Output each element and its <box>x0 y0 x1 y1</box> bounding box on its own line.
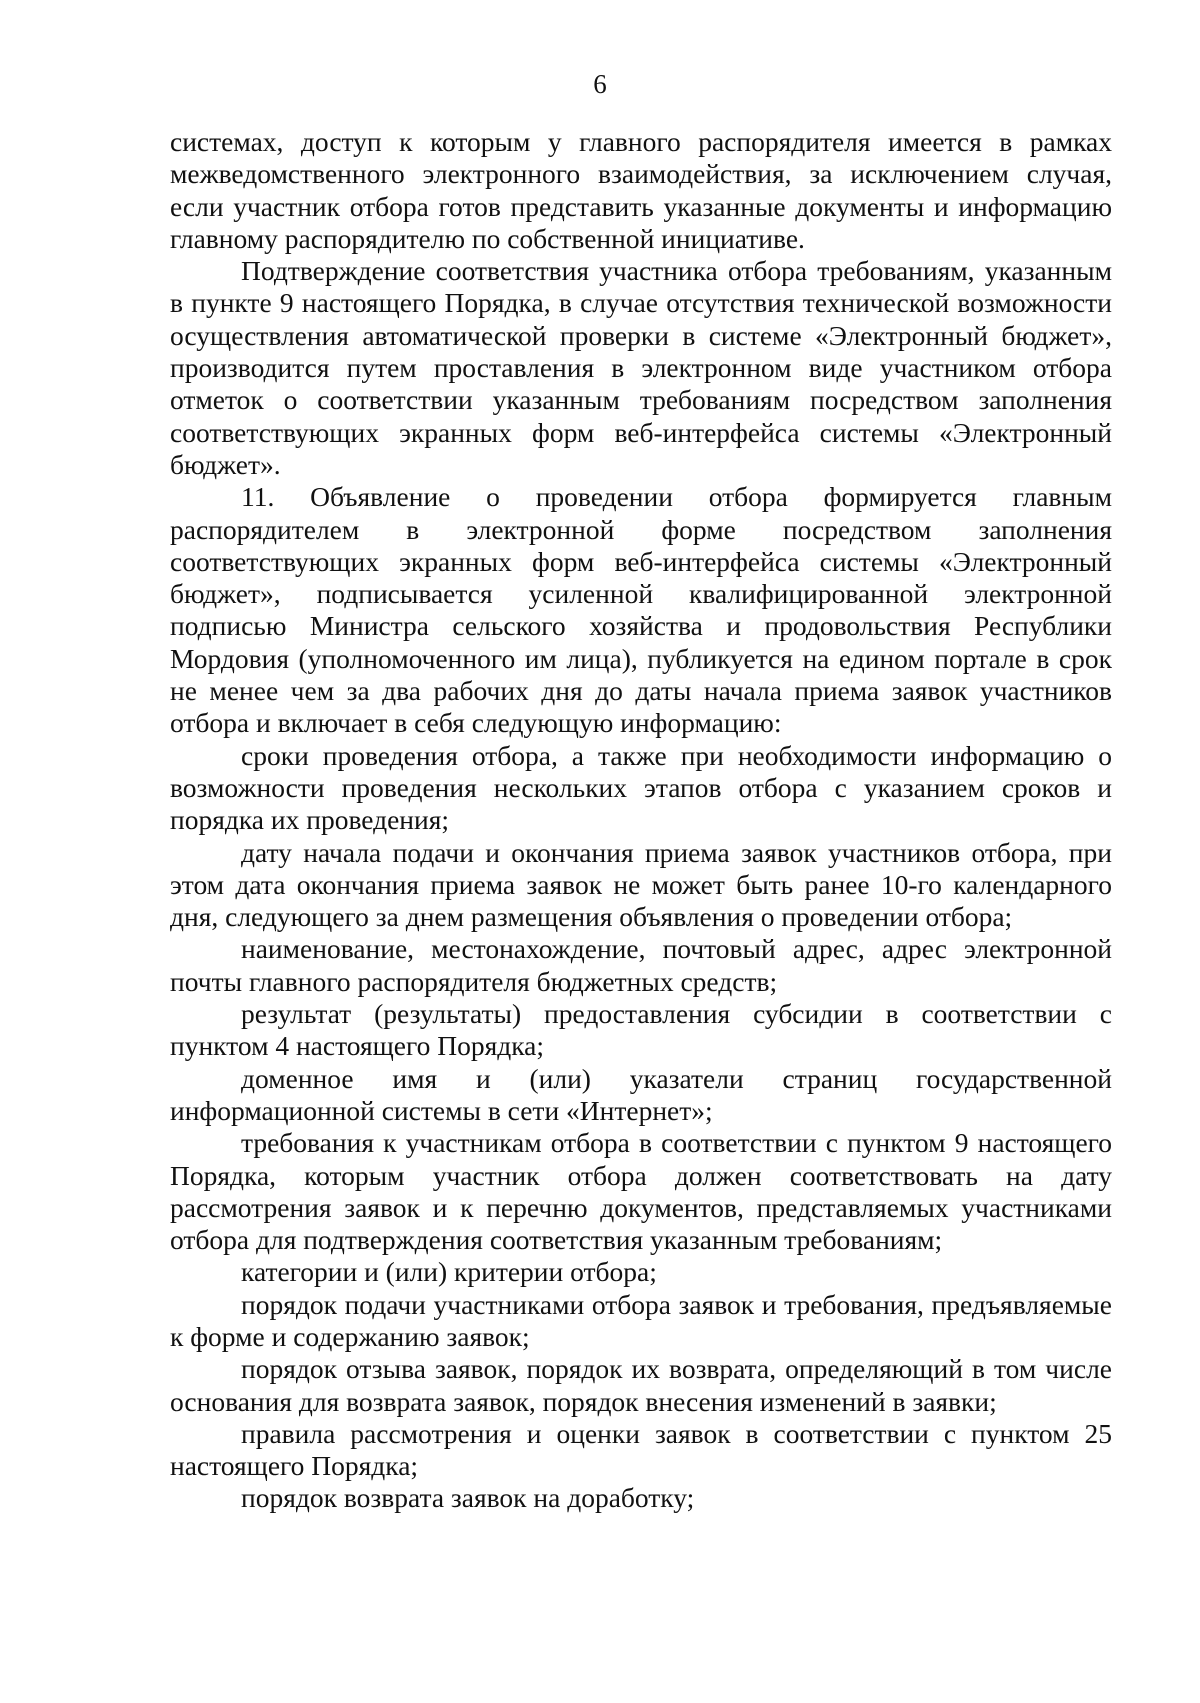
document-body <box>170 126 1112 1515</box>
list-item: порядок подачи участниками отбора заявок и требования, предъявляемые к форме и содержанию заявок; <box>170 1288 1112 1352</box>
list-item: порядок отзыва заявок, порядок их возврата, определяющий в том числе основания для возврата заявок, порядок внесения изменений в заявки; <box>170 1353 1112 1417</box>
list-item: доменное имя и (или) указатели страниц государственной информационной системы в сети «Интернет»; <box>170 1062 1112 1126</box>
paragraph: Подтверждение соответствия участника отбора требованиям, указанным в пункте 9 настоящего Порядка, в случае отсутствия технической возможности осуществления автоматической проверки в системе «Электронный бюджет», производится путем проставления в электронном виде участником отбора отметок о соответствии указанным требованиям посредством заполнения соответствующих экранных форм веб-интерфейса системы «Электронный бюджет». <box>170 255 1112 480</box>
list-item: категории и (или) критерии отбора; <box>241 1256 657 1288</box>
list-item: правила рассмотрения и оценки заявок в соответствии с пунктом 25 настоящего Порядка; <box>170 1417 1112 1482</box>
list-item: требования к участникам отбора в соответствии с пунктом 9 настоящего Порядка, которым участник отбора должен соответствовать на дату рассмотрения заявок и к перечню документов, представляемых участниками отбора для подтверждения соответствия указанным требованиям; <box>170 1127 1112 1256</box>
list-item: порядок возврата заявок на доработку; <box>241 1482 695 1514</box>
page-number: 6 <box>593 69 607 99</box>
list-item: наименование, местонахождение, почтовый адрес, адрес электронной почты главного распорядителя бюджетных средств; <box>170 933 1112 997</box>
paragraph-item-11: 11. Объявление о проведении отбора формируется главным распорядителем в электронной форме посредством заполнения соответствующих экранных форм веб-интерфейса системы «Электронный бюджет», подписывается усиленной квалифицированной электронной подписью Министра сельского хозяйства и продовольствия Республики Мордовия (уполномоченного им лица), публикуется на едином портале в срок не менее чем за два рабочих дня до даты начала приема заявок участников отбора и включает в себя следующую информацию: <box>170 481 1112 739</box>
list-item: сроки проведения отбора, а также при необходимости информацию о возможности проведения нескольких этапов отбора с указанием сроков и порядка их проведения; <box>170 739 1112 836</box>
list-item: дату начала подачи и окончания приема заявок участников отбора, при этом дата окончания приема заявок не может быть ранее 10-го календарного дня, следующего за днем размещения объявления о проведении отбора; <box>170 836 1112 933</box>
paragraph: системах, доступ к которым у главного распорядителя имеется в рамках межведомственного электронного взаимодействия, за исключением случая, если участник отбора готов представить указанные документы и информацию главному распорядителю по собственной инициативе. <box>170 126 1112 254</box>
list-item: результат (результаты) предоставления субсидии в соответствии с пунктом 4 настоящего Порядка; <box>170 998 1112 1062</box>
